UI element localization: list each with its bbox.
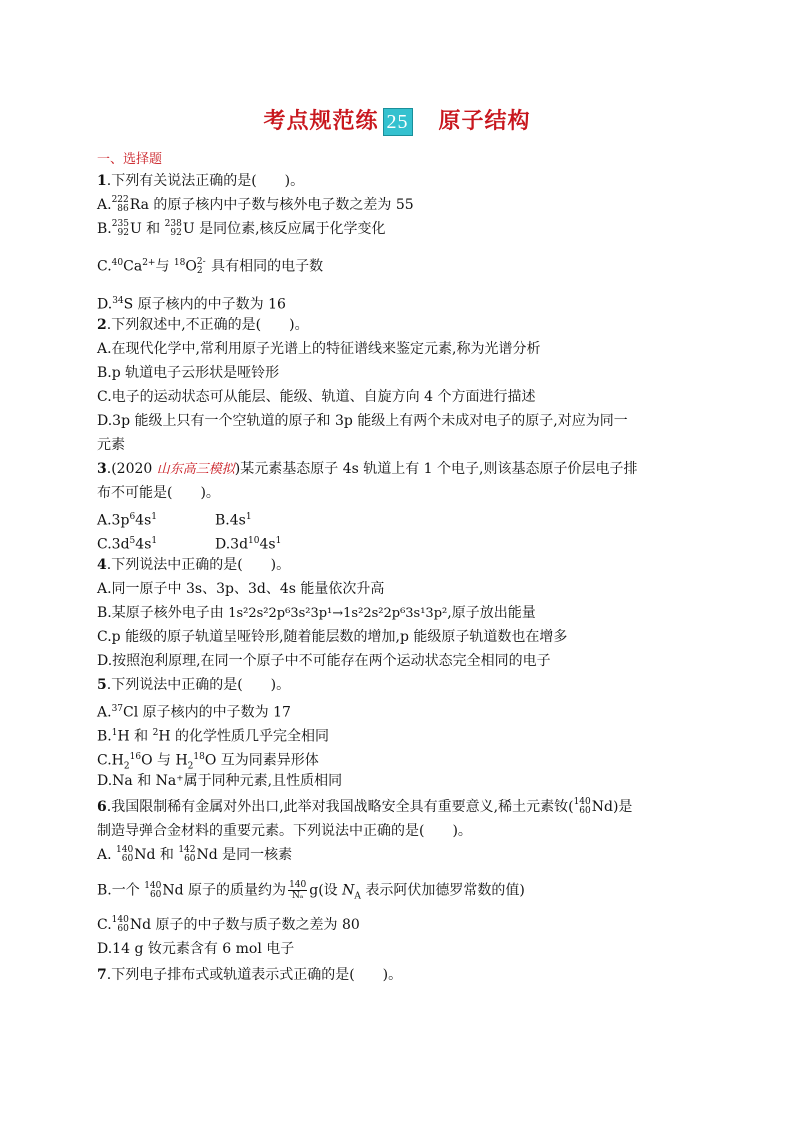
question-5-option-d: D.Na 和 Na⁺属于同种元素,且性质相同 [97, 773, 343, 789]
question-2-stem: 2.下列叙述中,不正确的是( )。 [97, 317, 309, 333]
question-6-stem: 6.我国限制稀有金属对外出口,此举对我国战略安全具有重要意义,稀土元素钕( 140 60 Nd)是 [97, 797, 633, 816]
question-3-options-cd: $C.3d^54s^1$ $D.3d^{10}4s^1$ [97, 536, 282, 553]
question-3-options-ab: $A.3p^64s^1$ $B.4s^1$ [97, 512, 252, 529]
question-4-option-c: C.p 能级的原子轨道呈哑铃形,随着能层数的增加,p 能级原子轨道数也在增多 [97, 629, 568, 645]
question-2-option-a: A.在现代化学中,常利用原子光谱上的特征谱线来鉴定元素,称为光谱分析 [97, 341, 541, 357]
question-1-option-a: A. 222 86 Ra 的原子核内中子数与核外电子数之差为 55 [97, 195, 414, 214]
section-heading: 一、选择题 [97, 152, 163, 167]
question-4-option-d: D.按照泡利原理,在同一个原子中不可能存在两个运动状态完全相同的电子 [97, 653, 551, 669]
source-tag: 山东高三模拟 [156, 462, 235, 477]
question-4-stem: 4.下列说法中正确的是( )。 [97, 557, 291, 573]
question-6-stem-cont: 制造导弹合金材料的重要元素。下列说法中正确的是( )。 [97, 823, 472, 839]
question-2-option-c: C.电子的运动状态可从能层、能级、轨道、自旋方向 4 个方面进行描述 [97, 389, 536, 405]
molar-mass-fraction: $\frac{140}{\text{Nₐ}}$ [289, 880, 307, 901]
question-1-option-d: D.$^{34}$S 原子核内的中子数为 16 [97, 296, 286, 313]
question-3-stem: 3.(2020 山东高三模拟)某元素基态原子 4s 轨道上有 1 个电子,则该基态原子价层电子排 [97, 461, 638, 477]
question-2-option-d-cont: 元素 [97, 437, 125, 453]
question-6-option-b: B.一个 140 60 Nd 原子的质量约为 $\frac{140}{\text{Nₐ}}$ g(设 $N_A$ 表示阿伏加德罗常数的值) [97, 880, 525, 902]
title-left: 考点规范练 [263, 109, 379, 134]
question-5-option-b: B.$^1$H 和 $^2$H 的化学性质几乎完全相同 [97, 728, 329, 745]
question-5-stem: 5.下列说法中正确的是( )。 [97, 677, 291, 693]
question-4-option-b: B.某原子核外电子由 1s²2s²2p⁶3s²3p¹→1s²2s²2p⁶3s¹3p²,原子放出能量 [97, 605, 536, 621]
question-4-option-a: A.同一原子中 3s、3p、3d、4s 能量依次升高 [97, 581, 385, 597]
question-1-option-c: $C.^{40}Ca^{2+}$与 $^{18}$O 2- 2 具有相同的电子数 [97, 256, 324, 276]
question-6-option-d: D.14 g 钕元素含有 6 mol 电子 [97, 941, 295, 957]
question-3-stem-cont: 布不可能是( )。 [97, 485, 220, 501]
exercise-number-badge: 25 [383, 108, 413, 136]
question-1-option-b: B. 235 92 U 和 238 92 U 是同位素,核反应属于化学变化 [97, 219, 386, 238]
question-6-option-c: C. 140 60 Nd 原子的中子数与质子数之差为 80 [97, 915, 360, 934]
title-right: 原子结构 [438, 109, 531, 134]
question-5-option-a: A.$^{37}$Cl 原子核内的中子数为 17 [97, 704, 291, 721]
question-6-option-a: A. 140 60 Nd 和 142 60 Nd 是同一核素 [97, 845, 293, 864]
question-2-option-d: D.3p 能级上只有一个空轨道的原子和 3p 能级上有两个未成对电子的原子,对应为同一 [97, 413, 628, 429]
question-2-option-b: B.p 轨道电子云形状是哑铃形 [97, 365, 280, 381]
question-5-option-c: $C.H_2^{16}O$ 与 $H_2^{18}O$ 互为同素异形体 [97, 752, 319, 772]
question-1-stem: 1.下列有关说法正确的是( )。 [97, 173, 305, 189]
question-7-stem: 7.下列电子排布式或轨道表示式正确的是( )。 [97, 967, 403, 983]
page-title [0, 104, 794, 136]
